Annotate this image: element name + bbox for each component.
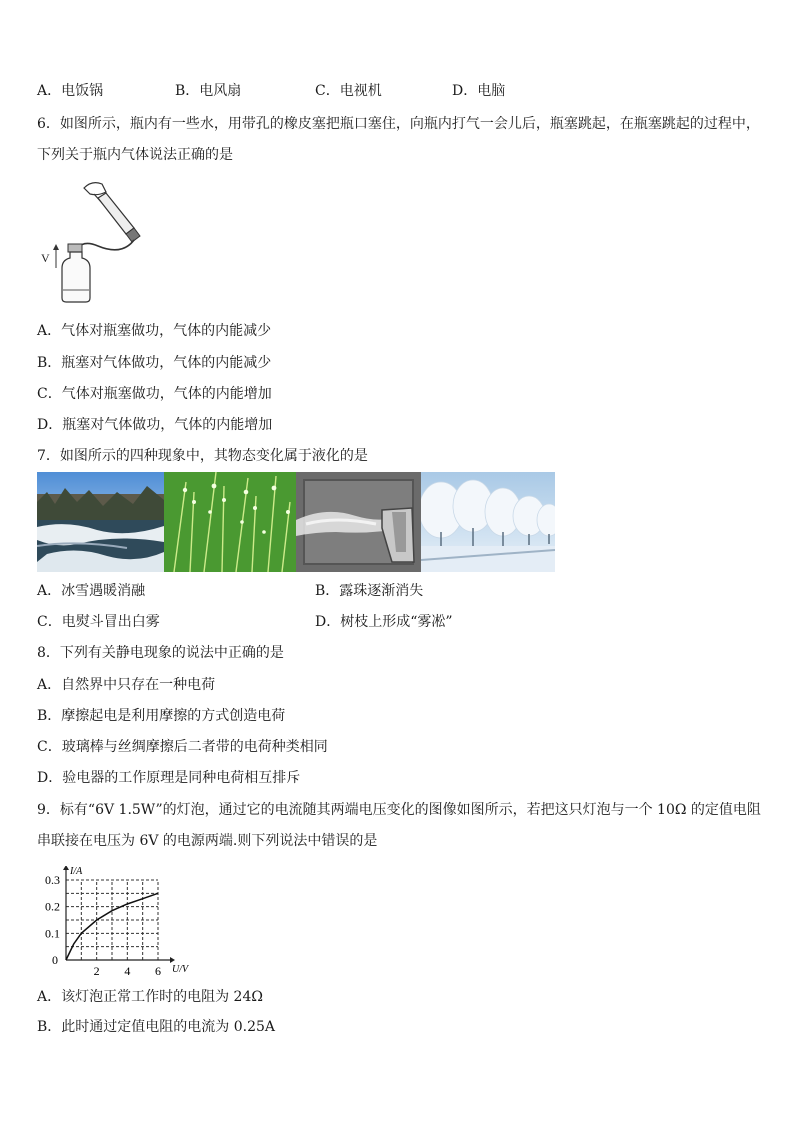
q5-option-a: A．电饭锅 [37, 83, 104, 99]
hose [78, 240, 134, 250]
q9-option-b: B．此时通过定值电阻的电流为 0.25A [37, 1019, 276, 1035]
y-axis-label: I/A [70, 866, 83, 877]
velocity-label: V [41, 251, 50, 265]
q8-option-d: D．验电器的工作原理是同种电荷相互排斥 [37, 770, 301, 786]
x-tick-label: 6 [155, 964, 161, 978]
x-tick-label: 4 [124, 964, 131, 978]
q7-option-d: D．树枝上形成“雾凇” [315, 614, 453, 630]
q9-option-a: A．该灯泡正常工作时的电阻为 24Ω [37, 989, 263, 1005]
y-tick-label: 0.3 [45, 873, 60, 887]
photo-dew-grass [164, 472, 296, 572]
y-tick-label: 0.1 [45, 926, 60, 941]
q9-iv-chart [36, 866, 200, 978]
q7-option-b: B．露珠逐渐消失 [315, 583, 424, 599]
hand-shape [84, 183, 106, 195]
q6-option-b: B．瓶塞对气体做功，气体的内能减少 [37, 355, 272, 371]
q8-option-b: B．摩擦起电是利用摩擦的方式创造电荷 [37, 708, 286, 724]
q6-option-a: A．气体对瓶塞做功，气体的内能减少 [37, 323, 272, 339]
photo-iron-steam [296, 472, 421, 572]
q6-option-d: D．瓶塞对气体做功，气体的内能增加 [37, 417, 273, 433]
pump-cylinder [98, 193, 134, 234]
q7-stem: 7．如图所示的四种现象中，其物态变化属于液化的是 [37, 448, 368, 464]
q7-option-c: C．电熨斗冒出白雾 [37, 614, 160, 630]
q5-option-c: C．电视机 [315, 83, 382, 99]
velocity-arrowhead [53, 244, 59, 250]
x-tick-label: 2 [93, 964, 100, 978]
photo-rime-trees [421, 472, 555, 572]
q9-stem-line1: 9．标有“6V 1.5W”的灯泡，通过它的电流随其两端电压变化的图像如图所示，若把这只灯泡与一个 10Ω 的定值电阻 [37, 802, 761, 818]
q6-stem-line2: 下列关于瓶内气体说法正确的是 [37, 147, 233, 163]
q8-option-c: C．玻璃棒与丝绸摩擦后二者带的电荷种类相同 [37, 739, 328, 755]
y-axis-arrowhead [63, 866, 69, 870]
q6-stem-line1: 6．如图所示，瓶内有一些水，用带孔的橡皮塞把瓶口塞住，向瓶内打气一会儿后，瓶塞跳起，在瓶塞跳起的过程中， [37, 116, 760, 132]
q5-option-b: B．电风扇 [175, 83, 242, 99]
origin-label: 0 [52, 953, 58, 967]
q9-stem-line2: 串联接在电压为 6V 的电源两端.则下列说法中错误的是 [37, 833, 378, 849]
photo-melting-snow [37, 472, 164, 572]
bottle [62, 252, 90, 302]
stopper [68, 244, 82, 252]
q7-option-a: A．冰雪遇暖消融 [37, 583, 146, 599]
q6-option-c: C．气体对瓶塞做功，气体的内能增加 [37, 386, 272, 402]
chart-grid [66, 880, 158, 960]
y-tick-label: 0.2 [45, 899, 60, 914]
q8-option-a: A．自然界中只存在一种电荷 [37, 677, 216, 693]
x-axis-label: U/V [172, 964, 189, 975]
q6-pump-bottle-figure [36, 178, 146, 306]
q5-option-d: D．电脑 [452, 83, 506, 99]
q8-stem: 8．下列有关静电现象的说法中正确的是 [37, 645, 284, 661]
x-axis-arrowhead [170, 957, 175, 963]
